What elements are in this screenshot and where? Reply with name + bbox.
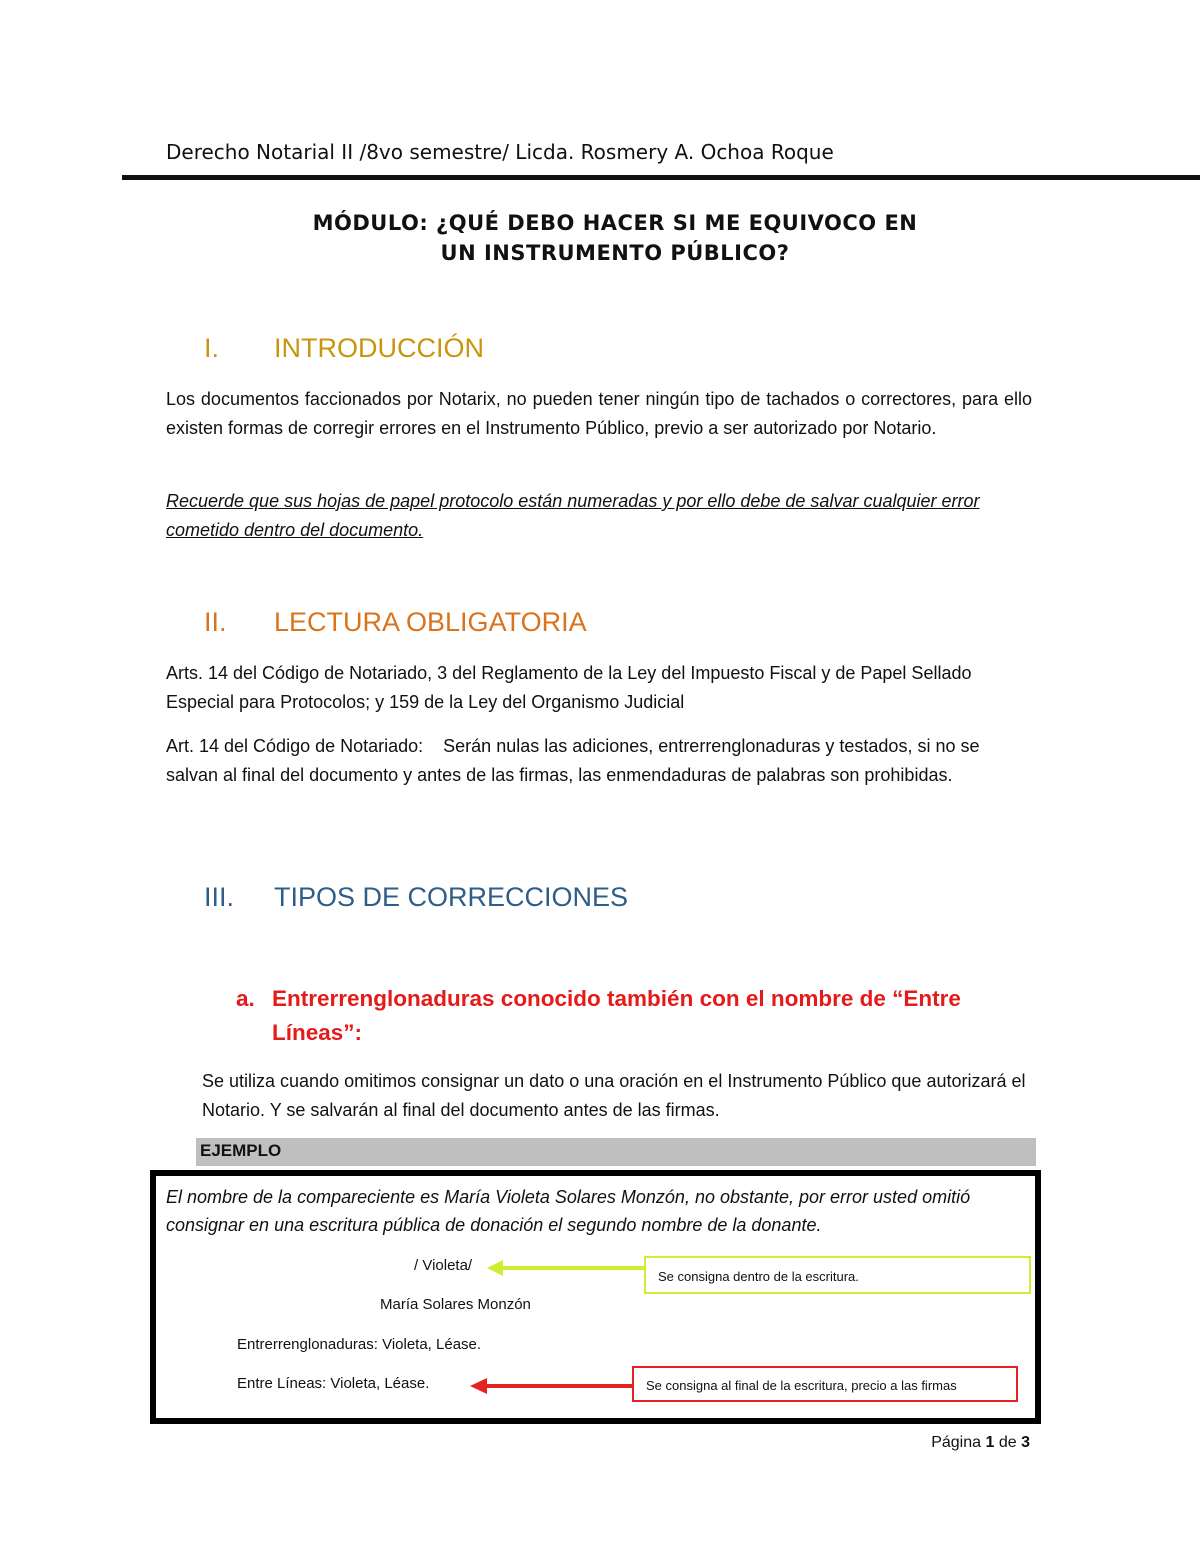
title-line-2: UN INSTRUMENTO PÚBLICO?: [440, 241, 790, 265]
red-arrow-icon: [470, 1378, 632, 1394]
subsection-title: Entrerrenglonaduras conocido también con el nombre de “Entre Líneas”:: [272, 986, 961, 1045]
entre-lineas-line: Entre Líneas: Violeta, Léase.: [237, 1375, 430, 1392]
intro-note: Recuerde que sus hojas de papel protocolo están numeradas y por ello debe de salvar cualquier error cometido dentro del documento.: [166, 491, 980, 540]
example-text: El nombre de la compareciente es María Violeta Solares Monzón, no obstante, por error usted omitió consignar en una escritura pública de donación el segundo nombre de la donante.: [166, 1187, 971, 1235]
example-label: EJEMPLO: [200, 1141, 282, 1160]
section-number: II.: [204, 607, 227, 637]
footer-label: Página: [931, 1434, 982, 1451]
footer-current-page: 1: [985, 1434, 995, 1451]
title-line-1: MÓDULO: ¿QUÉ DEBO HACER SI ME EQUIVOCO EN: [312, 211, 918, 235]
footer-of: de: [998, 1434, 1017, 1451]
insert-line: / Violeta/: [414, 1257, 473, 1274]
page-header: Derecho Notarial II /8vo semestre/ Licda. Rosmery A. Ochoa Roque: [166, 140, 834, 164]
section-title: LECTURA OBLIGATORIA: [274, 607, 587, 637]
intro-paragraph: Los documentos faccionados por Notarix, no pueden tener ningún tipo de tachados o correctores, para ello existen formas de corregir errores en el Instrumento Público, previo a ser autorizado por Notario.: [166, 389, 1032, 438]
section-number: I.: [204, 333, 220, 363]
callout-text: Se consigna dentro de la escritura.: [658, 1269, 859, 1284]
section-title: TIPOS DE CORRECCIONES: [274, 882, 629, 912]
lectura-paragraph-2: Art. 14 del Código de Notariado: Serán nulas las adiciones, entrerrenglonaduras y testados, si no se salvan al final del documento y antes de las firmas, las enmendaduras de palabras son prohibidas.: [166, 736, 985, 785]
section-title: INTRODUCCIÓN: [274, 333, 484, 363]
green-arrow-icon: [487, 1260, 644, 1276]
entrerrenglonaduras-line: Entrerrenglonaduras: Violeta, Léase.: [237, 1336, 482, 1353]
page-footer: [880, 1434, 1030, 1452]
subsection-a-description: Se utiliza cuando omitimos consignar un dato o una oración en el Instrumento Público que autorizará el Notario. Y se salvarán al final del documento antes de las firmas.: [202, 1071, 1026, 1120]
subsection-letter: a.: [236, 986, 255, 1011]
callout-text: Se consigna al final de la escritura, precio a las firmas: [646, 1378, 957, 1393]
section-number: III.: [204, 882, 235, 912]
footer-total-pages: 3: [1021, 1434, 1030, 1451]
name-line: María Solares Monzón: [380, 1296, 531, 1313]
lectura-paragraph-1: Arts. 14 del Código de Notariado, 3 del Reglamento de la Ley del Impuesto Fiscal y de Papel Sellado Especial para Protocolos; y 159 de la Ley del Organismo Judicial: [166, 663, 972, 712]
